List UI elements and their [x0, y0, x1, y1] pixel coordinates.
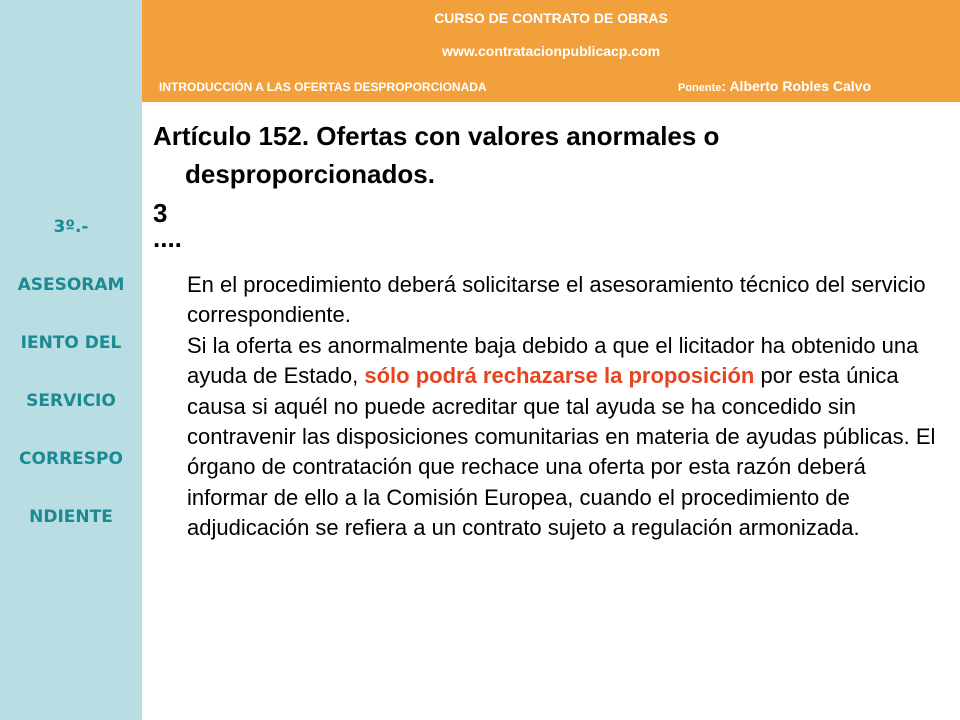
sidebar-line: ASESORAM: [17, 275, 125, 295]
article-body: [187, 270, 947, 544]
sidebar-line: CORRESPO: [19, 449, 123, 469]
speaker-label: Ponente: [678, 82, 722, 94]
speaker-name: : Alberto Robles Calvo: [721, 78, 872, 94]
article-ellipsis: ....: [153, 223, 182, 253]
sidebar-line: IENTO DEL: [20, 333, 122, 353]
course-title: CURSO DE CONTRATO DE OBRAS: [434, 10, 668, 26]
website-link[interactable]: www.contratacionpublicacp.com: [441, 43, 661, 59]
sidebar-line: NDIENTE: [29, 507, 113, 527]
article-title: Artículo 152. Ofertas con valores anormales o desproporcionados.: [153, 121, 720, 189]
sidebar-section-label: [0, 198, 142, 546]
paragraph-2-part-2: por esta única causa si aquél no puede acreditar que tal ayuda se ha concedido sin contravenir las disposiciones comunitarias en materia de ayudas públicas. El órgano de contratación que rechace una oferta por esta razón deberá informar de ello a la Comisión Europea, cuando el procedimiento de adjudicación se refiera a un contrato sujeto a regulación armonizada.: [187, 363, 936, 541]
paragraph-2-part-1: Si la oferta es anormalmente baja debido a que el licitador ha obtenido una ayuda de Estado,: [187, 332, 919, 389]
highlighted-text: sólo podrá rechazarse la proposición: [364, 363, 755, 389]
paragraph-2: [187, 331, 947, 544]
header-banner: [142, 0, 960, 102]
sidebar-line: 3º.-: [53, 217, 89, 237]
topic-title: INTRODUCCIÓN A LAS OFERTAS DESPROPORCIONADA: [159, 80, 487, 94]
paragraph-1: En el procedimiento deberá solicitarse el asesoramiento técnico del servicio correspondiente.: [187, 272, 926, 328]
sidebar-line: SERVICIO: [26, 391, 116, 411]
speaker-info: [678, 78, 871, 94]
article-number: 3: [153, 198, 168, 228]
sidebar: [0, 0, 142, 720]
